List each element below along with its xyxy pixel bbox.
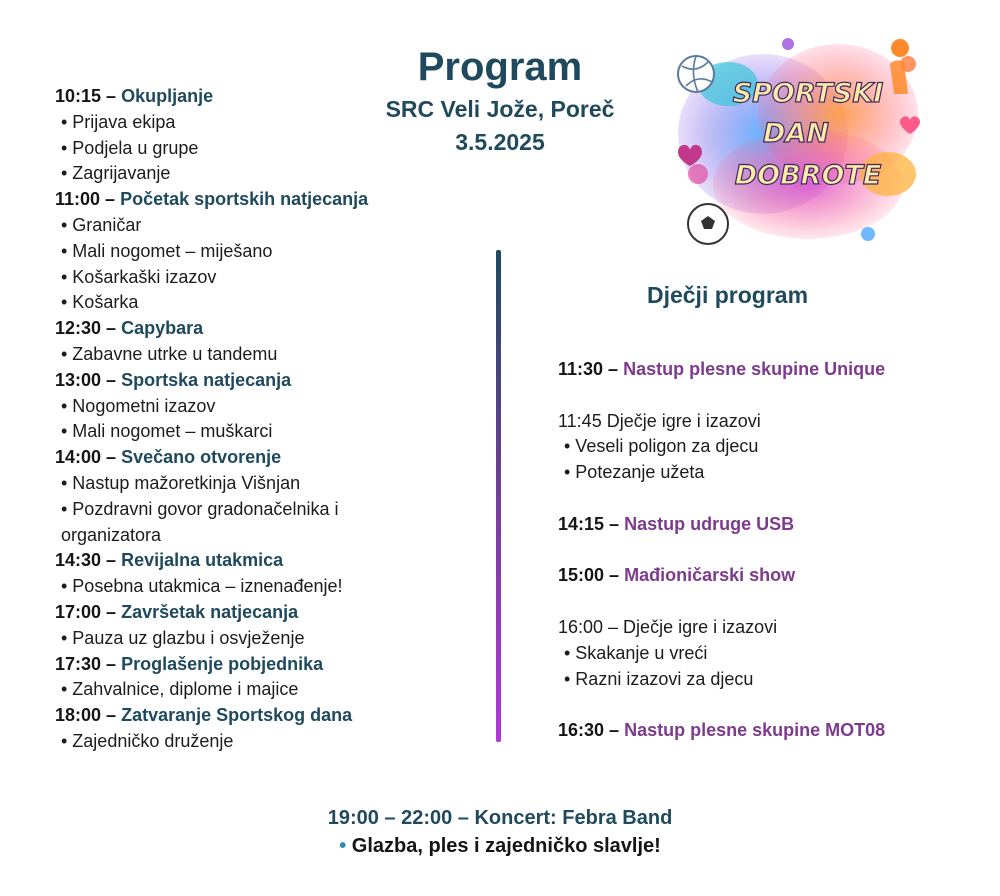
list-item: • Košarkaški izazov (61, 266, 217, 287)
time-label: 14:15 – (558, 513, 620, 534)
event-label: Capybara (121, 318, 204, 339)
event-label: Nastup plesne skupine MOT08 (624, 720, 886, 741)
concert-subtitle (200, 831, 800, 861)
list-item: • Zagrijavanje (61, 163, 171, 184)
time-label: 18:00 – (55, 705, 117, 726)
volleyball-icon (678, 56, 714, 92)
venue-subtitle: SRC Veli Jože, Poreč (385, 96, 615, 122)
schedule-row (55, 84, 455, 110)
list-item: • Košarka (61, 292, 139, 313)
list-item: • Veseli poligon za djecu (564, 436, 759, 457)
page-title: Program (417, 45, 583, 89)
time-label: 12:30 – (55, 318, 117, 339)
schedule-row (55, 316, 455, 342)
event-label: Zatvaranje Sportskog dana (121, 705, 353, 726)
kids-program-list (558, 357, 958, 744)
schedule-row (55, 187, 455, 213)
time-label: 13:00 – (55, 369, 117, 390)
list-item: • Mali nogomet – miješano (61, 240, 273, 261)
schedule-row: 11:45 Dječje igre i izazovi (558, 410, 761, 431)
schedule-row (55, 548, 455, 574)
logo-line-1: SPORTSKI (732, 78, 884, 109)
concert-description: Glazba, ples i zajedničko slavlje! (351, 835, 661, 857)
schedule-row (55, 445, 455, 471)
event-label: Svečano otvorenje (121, 447, 282, 468)
list-item: • Razni izazovi za djecu (564, 668, 754, 689)
event-date: 3.5.2025 (455, 129, 545, 155)
list-item: • Nastup mažoretkinja Višnjan (61, 472, 301, 493)
time-label: 14:30 – (55, 550, 117, 571)
list-item: • Zabavne utrke u tandemu (61, 343, 278, 364)
event-label: Mađioničarski show (624, 565, 796, 586)
time-label: 11:00 – (55, 189, 116, 210)
list-item: • Posebna utakmica – iznenađenje! (61, 576, 343, 597)
logo-line-2: DAN (763, 118, 829, 149)
event-label: Nastup plesne skupine Unique (623, 359, 886, 379)
concert-title: 19:00 – 22:00 – Koncert: Febra Band (327, 807, 673, 829)
schedule-row (558, 512, 958, 538)
concert-footer (200, 805, 800, 861)
list-item: • Zahvalnice, diplome i majice (61, 679, 299, 700)
schedule-row (558, 357, 958, 383)
list-item: • Pauza uz glazbu i osvježenje (61, 627, 305, 648)
list-item: • Pozdravni govor gradonačelnika i organizatora (61, 498, 339, 545)
time-label: 16:30 – (558, 720, 620, 741)
list-item: • Nogometni izazov (61, 395, 216, 416)
time-label: 17:00 – (55, 601, 117, 622)
schedule-row: 16:00 – Dječje igre i izazovi (558, 616, 778, 637)
event-label: Okupljanje (121, 86, 214, 106)
event-label: Proglašenje pobjednika (121, 653, 324, 674)
column-divider (496, 250, 501, 742)
time-label: 15:00 – (558, 565, 620, 586)
list-item: • Potezanje užeta (564, 462, 705, 483)
time-label: 10:15 – (55, 86, 117, 106)
event-label: Nastup udruge USB (624, 513, 795, 534)
list-item: • Prijava ekipa (61, 111, 176, 132)
list-item: • Zajedničko druženje (61, 730, 234, 751)
soccer-ball-icon (688, 204, 728, 244)
schedule-row (55, 600, 455, 626)
event-label: Revijalna utakmica (121, 550, 284, 571)
time-label: 14:00 – (55, 447, 117, 468)
sportski-dan-dobrote-logo (668, 24, 930, 252)
schedule-row (558, 563, 958, 589)
logo-line-3: DOBROTE (734, 160, 882, 191)
list-item: • Graničar (61, 214, 142, 235)
schedule-row (55, 368, 455, 394)
schedule-row (558, 718, 958, 744)
time-label: 11:30 – (558, 359, 619, 379)
kids-program-title: Dječji program (646, 282, 809, 308)
event-label: Završetak natjecanja (121, 601, 299, 622)
list-item: • Skakanje u vreći (564, 642, 708, 663)
time-label: 17:30 – (55, 653, 117, 674)
schedule-row (55, 703, 455, 729)
bullet-dot: • (339, 835, 347, 857)
list-item: • Podjela u grupe (61, 137, 199, 158)
event-label: Početak sportskih natjecanja (120, 189, 369, 210)
schedule-row (55, 652, 455, 678)
list-item: • Mali nogomet – muškarci (61, 421, 273, 442)
event-label: Sportska natjecanja (121, 369, 292, 390)
main-program-list (55, 84, 455, 755)
